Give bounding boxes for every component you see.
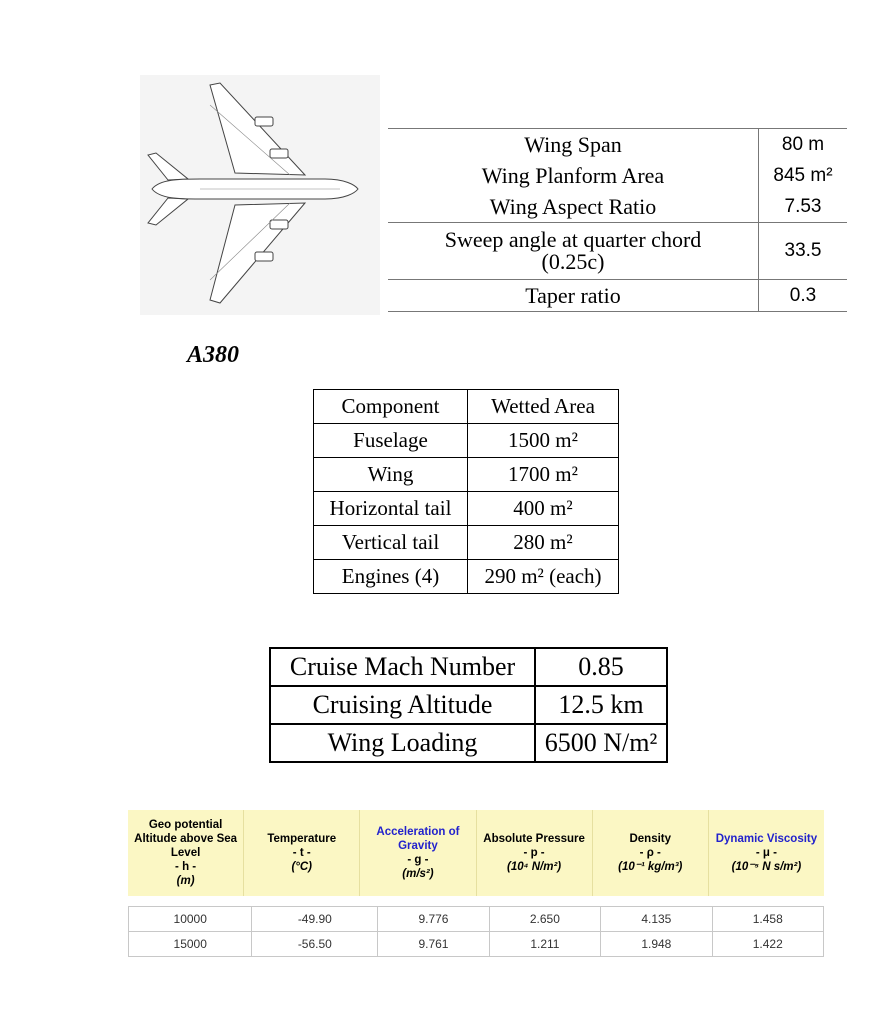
area-cell: 290 m² (each) <box>468 560 619 594</box>
density-cell: 4.135 <box>601 907 712 932</box>
table-row <box>388 191 847 223</box>
table-row <box>388 280 847 312</box>
header-viscosity: Dynamic Viscosity - μ - (10⁻⁵ N s/m²) <box>715 833 818 873</box>
wing-span-label: Wing Span <box>388 129 759 161</box>
cruise-conditions-table <box>269 647 668 763</box>
cruise-mach-value: 0.85 <box>535 648 667 686</box>
pressure-cell: 2.650 <box>489 907 600 932</box>
header-density: Density - ρ - (10⁻¹ kg/m³) <box>593 810 709 896</box>
pressure-cell: 1.211 <box>489 932 600 957</box>
table-header-row <box>314 390 619 424</box>
header-pressure: Absolute Pressure - p - (10⁴ N/m²) <box>477 810 593 896</box>
table-row <box>314 560 619 594</box>
density-cell: 1.948 <box>601 932 712 957</box>
component-cell: Engines (4) <box>314 560 468 594</box>
component-cell: Horizontal tail <box>314 492 468 526</box>
atmosphere-table-body <box>128 906 824 957</box>
aspect-ratio-label: Wing Aspect Ratio <box>388 191 759 223</box>
altitude-cell: 10000 <box>129 907 252 932</box>
table-row <box>270 686 667 724</box>
wing-loading-value: 6500 N/m² <box>535 724 667 762</box>
table-row <box>388 223 847 280</box>
table-row <box>314 424 619 458</box>
planform-area-value: 845 m² <box>773 164 833 186</box>
table-row <box>314 492 619 526</box>
component-cell: Wing <box>314 458 468 492</box>
table-row <box>388 129 847 161</box>
temperature-cell: -56.50 <box>252 932 378 957</box>
table-row <box>388 160 847 191</box>
header-wetted-area: Wetted Area <box>468 390 619 424</box>
component-cell: Vertical tail <box>314 526 468 560</box>
header-temperature: Temperature - t - (°C) <box>244 810 360 896</box>
gravity-cell: 9.761 <box>378 932 489 957</box>
area-cell: 1500 m² <box>468 424 619 458</box>
taper-ratio-label: Taper ratio <box>388 280 759 312</box>
table-row <box>314 526 619 560</box>
table-row <box>314 458 619 492</box>
wing-loading-label: Wing Loading <box>270 724 535 762</box>
altitude-cell: 15000 <box>129 932 252 957</box>
area-cell: 1700 m² <box>468 458 619 492</box>
area-cell: 280 m² <box>468 526 619 560</box>
wetted-area-table <box>313 389 619 594</box>
figure-label: A380 <box>187 342 240 368</box>
taper-ratio-value: 0.3 <box>759 280 848 312</box>
area-cell: 400 m² <box>468 492 619 526</box>
temperature-cell: -49.90 <box>252 907 378 932</box>
a380-airplane-drawing <box>140 75 380 315</box>
gravity-cell: 9.776 <box>378 907 489 932</box>
header-gravity: Acceleration of Gravity - g - (m/s²) <box>360 810 476 896</box>
component-cell: Fuselage <box>314 424 468 458</box>
wing-span-value: 80 m <box>759 129 848 161</box>
viscosity-cell: 1.458 <box>712 907 823 932</box>
cruise-altitude-value: 12.5 km <box>535 686 667 724</box>
table-row <box>270 648 667 686</box>
cruise-altitude-label: Cruising Altitude <box>270 686 535 724</box>
header-altitude: Geo potential Altitude above Sea Level - h - (m) <box>128 810 244 896</box>
aspect-ratio-value: 7.53 <box>784 195 822 217</box>
table-row <box>129 932 824 957</box>
planform-area-label: Wing Planform Area <box>388 160 759 191</box>
wing-geometry-table <box>388 128 847 312</box>
header-component: Component <box>314 390 468 424</box>
sweep-angle-value: 33.5 <box>759 223 848 280</box>
atmosphere-table-header <box>128 810 824 896</box>
table-row <box>270 724 667 762</box>
cruise-mach-label: Cruise Mach Number <box>270 648 535 686</box>
viscosity-cell: 1.422 <box>712 932 823 957</box>
sweep-angle-label: Sweep angle at quarter chord (0.25c) <box>388 223 759 280</box>
table-row <box>129 907 824 932</box>
